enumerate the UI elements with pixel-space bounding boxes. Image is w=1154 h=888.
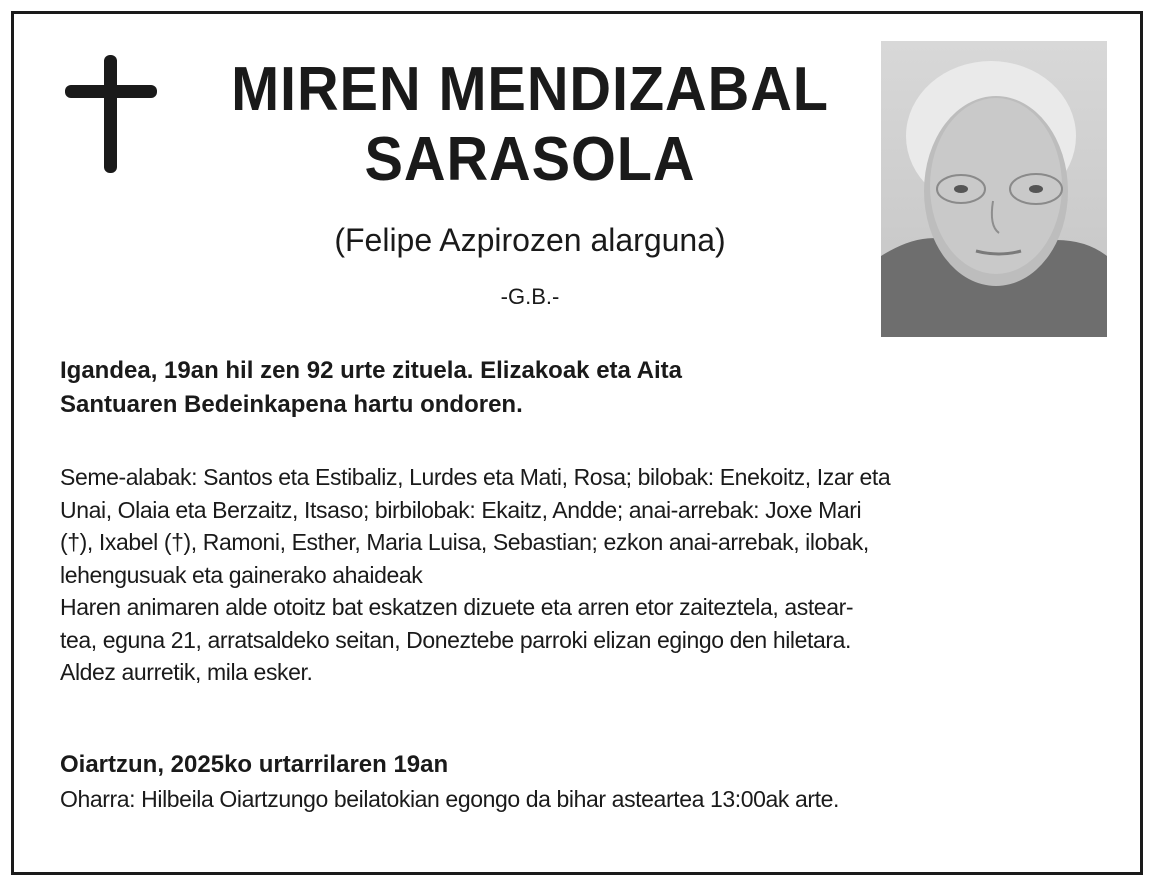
name-line: MIREN MENDIZABAL bbox=[231, 55, 829, 124]
body-line: (†), Ixabel (†), Ramoni, Esther, Maria Luisa, Sebastian; ezkon anai-arrebak, ilobak, bbox=[60, 529, 869, 555]
spouse-subtitle: (Felipe Azpirozen alarguna) bbox=[334, 222, 726, 258]
family-and-funeral-text bbox=[60, 461, 890, 689]
lead-line: Santuaren Bedeinkapena hartu ondoren. bbox=[60, 391, 523, 418]
body-line: tea, eguna 21, arratsaldeko seitan, Doneztebe parroki elizan egingo den hiletara. bbox=[60, 626, 852, 653]
deceased-name bbox=[205, 55, 856, 195]
body-line: lehengusuak eta gainerako ahaideak bbox=[60, 561, 423, 588]
body-line: Unai, Olaia eta Berzaitz, Itsaso; birbilobak: Ekaitz, Andde; anai-arrebak: Joxe Mari bbox=[60, 496, 862, 523]
cross-icon bbox=[65, 55, 157, 173]
portrait-photo bbox=[881, 41, 1107, 337]
lead-line: Igandea, 19an hil zen 92 urte zituela. Elizakoak eta Aita bbox=[60, 357, 682, 384]
death-announcement bbox=[60, 354, 682, 422]
name-line: SARASOLA bbox=[364, 125, 696, 194]
body-line: Aldez aurretik, mila esker. bbox=[60, 659, 313, 685]
initials: -G.B.- bbox=[500, 284, 560, 309]
body-line: Haren animaren alde otoitz bat eskatzen dizuete eta arren etor zaiteztela, astear- bbox=[60, 594, 854, 620]
place-date: Oiartzun, 2025ko urtarrilaren 19an bbox=[60, 751, 449, 778]
wake-note: Oharra: Hilbeila Oiartzungo beilatokian egongo da bihar asteartea 13:00ak arte. bbox=[60, 786, 840, 812]
body-line: Seme-alabak: Santos eta Estibaliz, Lurdes eta Mati, Rosa; bilobak: Enekoitz, Izar eta bbox=[60, 464, 891, 490]
